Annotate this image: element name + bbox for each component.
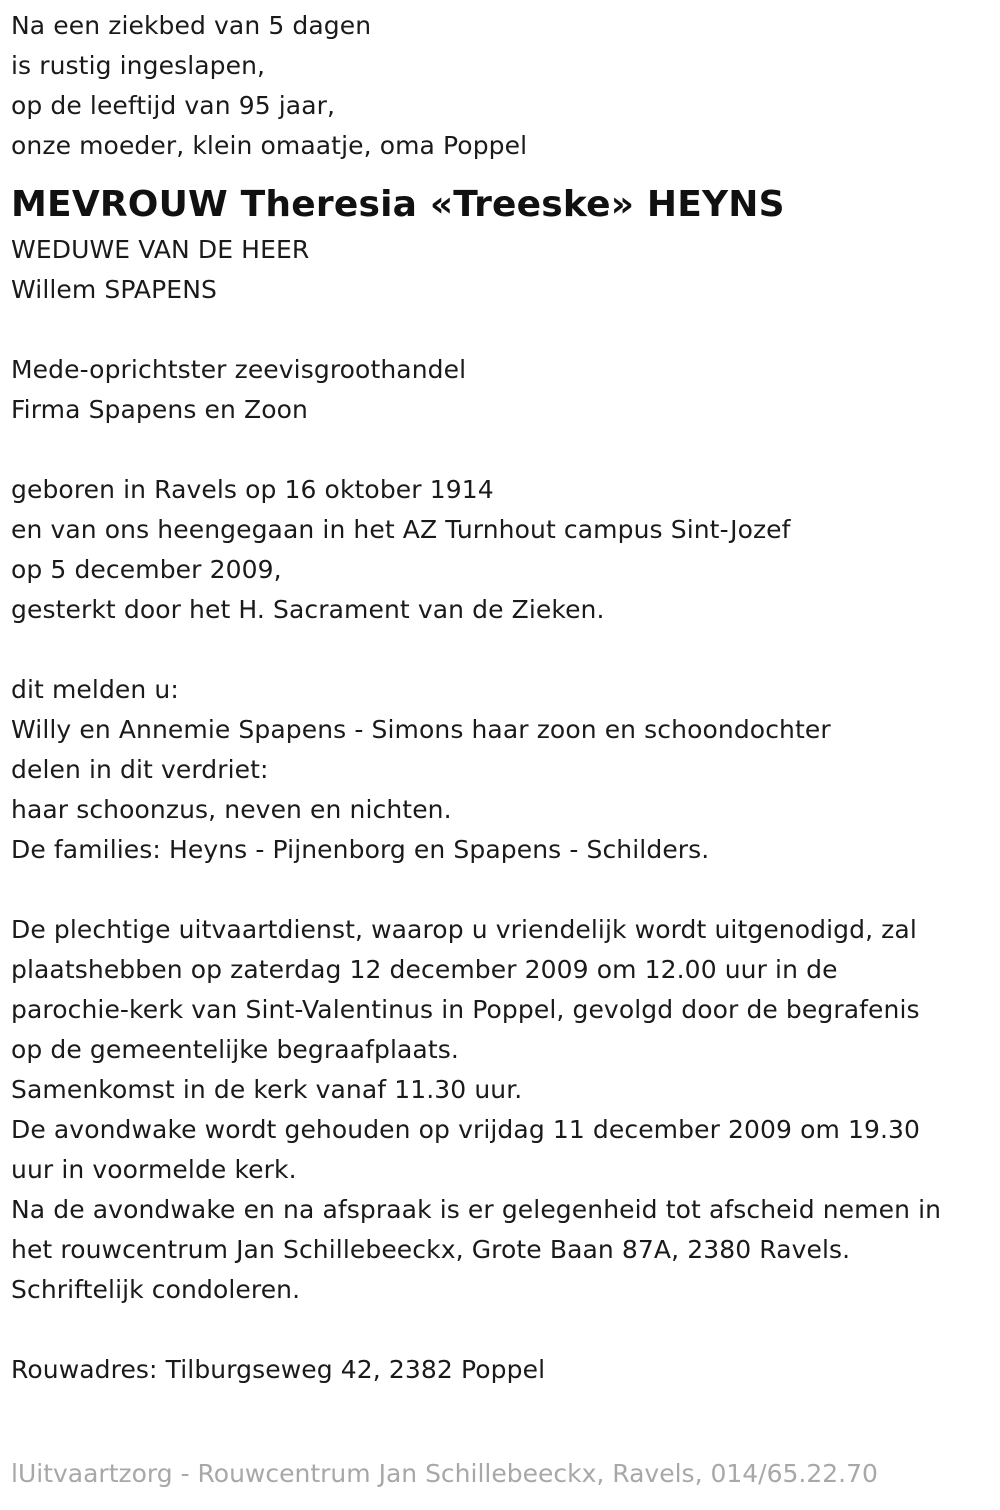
ceremony-section <box>11 910 991 1310</box>
widow-line: WEDUWE VAN DE HEER <box>11 235 310 264</box>
mourning-address: Rouwadres: Tilburgseweg 42, 2382 Poppel <box>11 1355 546 1384</box>
family-line: Willy en Annemie Spapens - Simons haar zoon en schoondochter <box>11 715 831 744</box>
life-line: en van ons heengegaan in het AZ Turnhout campus Sint-Jozef <box>11 515 791 544</box>
occupation-line: Mede-oprichtster zeevisgroothandel <box>11 355 467 384</box>
obituary-document <box>11 6 991 1390</box>
funeral-home-footer: lUitvaartzorg - Rouwcentrum Jan Schillebeeckx, Ravels, 014/65.22.70 <box>11 1459 878 1488</box>
intro-line: onze moeder, klein omaatje, oma Poppel <box>11 131 528 160</box>
ceremony-line: De avondwake wordt gehouden op vrijdag 11 december 2009 om 19.30 <box>11 1115 921 1144</box>
life-section <box>11 470 991 630</box>
deceased-name: MEVROUW Theresia «Treeske» HEYNS <box>11 184 785 225</box>
occupation-section <box>11 350 991 430</box>
widow-section <box>11 230 991 310</box>
ceremony-line: plaatshebben op zaterdag 12 december 2009 om 12.00 uur in de <box>11 955 838 984</box>
family-section <box>11 670 991 870</box>
ceremony-line: op de gemeentelijke begraafplaats. <box>11 1035 459 1064</box>
ceremony-line: Samenkomst in de kerk vanaf 11.30 uur. <box>11 1075 523 1104</box>
family-line: De families: Heyns - Pijnenborg en Spapens - Schilders. <box>11 835 710 864</box>
spacer <box>11 630 991 670</box>
ceremony-line: De plechtige uitvaartdienst, waarop u vriendelijk wordt uitgenodigd, zal <box>11 915 917 944</box>
family-line: dit melden u: <box>11 675 179 704</box>
occupation-line: Firma Spapens en Zoon <box>11 395 308 424</box>
ceremony-line: het rouwcentrum Jan Schillebeeckx, Grote Baan 87A, 2380 Ravels. <box>11 1235 851 1264</box>
ceremony-line: Na de avondwake en na afspraak is er gelegenheid tot afscheid nemen in <box>11 1195 942 1224</box>
ceremony-line: parochie-kerk van Sint-Valentinus in Poppel, gevolgd door de begrafenis <box>11 995 920 1024</box>
family-line: delen in dit verdriet: <box>11 755 269 784</box>
spacer <box>11 870 991 910</box>
intro-line: is rustig ingeslapen, <box>11 51 266 80</box>
life-line: geboren in Ravels op 16 oktober 1914 <box>11 475 494 504</box>
ceremony-line: uur in voormelde kerk. <box>11 1155 297 1184</box>
spacer <box>11 430 991 470</box>
family-line: haar schoonzus, neven en nichten. <box>11 795 452 824</box>
intro-line: op de leeftijd van 95 jaar, <box>11 91 336 120</box>
spacer <box>11 310 991 350</box>
life-line: gesterkt door het H. Sacrament van de Zieken. <box>11 595 605 624</box>
widow-line: Willem SPAPENS <box>11 275 217 304</box>
intro-section <box>11 6 991 166</box>
spacer <box>11 1310 991 1350</box>
life-line: op 5 december 2009, <box>11 555 282 584</box>
intro-line: Na een ziekbed van 5 dagen <box>11 11 372 40</box>
ceremony-line: Schriftelijk condoleren. <box>11 1275 301 1304</box>
